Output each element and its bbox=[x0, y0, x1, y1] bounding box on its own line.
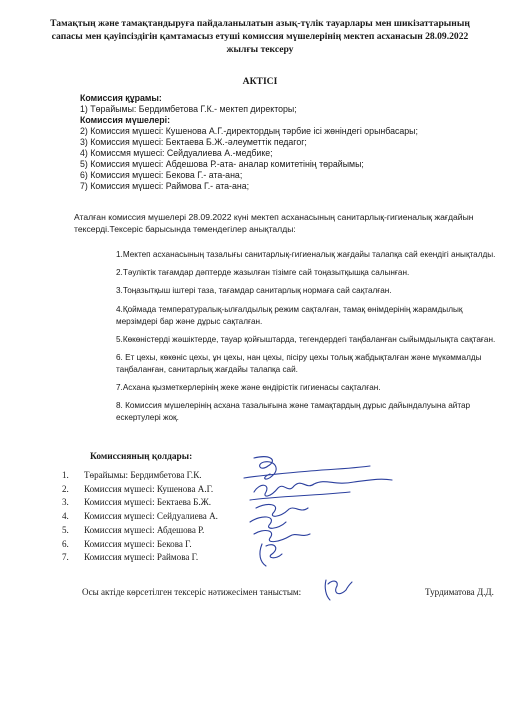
document-title: Тамақтың және тамақтандыруға пайдаланылатын азық-түлік тауарлары мен шикізаттарының сапасы мен қауіпсіздігін қамтамасыз етушi комиссия мүшелерiнiң мектеп асханасын 28.09.2022 жылғы тексеру bbox=[50, 18, 470, 55]
composition-heading: Комиссия құрамы: bbox=[80, 93, 162, 103]
signature-row: 2. Комиссия мүшесі: Кушенова А.Г. bbox=[62, 483, 214, 494]
signatures-list bbox=[62, 469, 218, 565]
finding-item: 4.Қоймада температуралық-ылғалдылық режим сақталған, тамақ өнімдерінің жарамдылық мерзімдері бар және дұрыс сақталған. bbox=[116, 304, 463, 326]
member-line: 5) Комиссия мүшесі: Абдешова Р.-ата- аналар комитетінің төрайымы; bbox=[80, 159, 364, 169]
finding-item: 5.Көкөністерді жәшіктерде, тауар қойғыштарда, тегендердегі таңбаланған сыйымдылықта сақтаған. bbox=[116, 334, 496, 344]
signature-row: 3. Комиссия мүшесі: Бектаева Б.Ж. bbox=[62, 497, 212, 508]
acknowledgement-line bbox=[82, 587, 502, 597]
member-line: 6) Комиссия мүшесі: Бекова Г.- ата-ана; bbox=[80, 170, 243, 180]
acknowledgement-signature bbox=[316, 576, 356, 606]
member-line: 2) Комиссия мүшесі: Кушенова А.Г.-директордың тәрбие ісі жөніндегі орынбасары; bbox=[80, 126, 418, 136]
handwritten-signatures bbox=[230, 452, 450, 572]
signature-row: 1. Төрайымы: Бердимбетова Г.К. bbox=[62, 470, 202, 480]
chair-line: 1) Төрайымы: Бердимбетова Г.К.- мектеп директоры; bbox=[80, 104, 297, 114]
members-heading: Комиссия мүшелері: bbox=[80, 115, 171, 125]
member-line: 3) Комиссия мүшесі: Бектаева Б.Ж.-әлеуметтік педагог; bbox=[80, 137, 307, 147]
signature-row: 5. Комиссия мүшесі: Абдешова Р. bbox=[62, 524, 205, 535]
signature-row: 6. Комиссия мүшесі: Бекова Г. bbox=[62, 538, 192, 549]
acknowledgement-text: Осы актіде көрсетілген тексеріс нәтижесімен таныстым: bbox=[82, 587, 302, 597]
signature-row: 4. Комиссия мүшесі: Сейдуалиева А. bbox=[62, 511, 218, 522]
member-line: 7) Комиссия мүшесі: Раймова Г.- ата-ана; bbox=[80, 181, 250, 191]
intro-paragraph: Аталған комиссия мүшелері 28.09.2022 күні мектеп асханасының санитарлық-гигиеналық жағдайын тексерді.Тексеріс барысында төмендегілер анықталды: bbox=[74, 212, 474, 234]
acknowledgement-name: Турдиматова Д.Д. bbox=[425, 587, 494, 597]
document-type-heading: АКТІСІ bbox=[242, 76, 278, 87]
findings-list bbox=[116, 249, 504, 430]
signature-row: 7. Комиссия мүшесі: Раймова Г. bbox=[62, 552, 199, 563]
member-line: 4) Комиссмя мүшесі: Сейдуалиева А.-медбике; bbox=[80, 148, 273, 158]
finding-item: 7.Асхана қызметкерлерінің жеке және өндірістік гигиенасы сақталған. bbox=[116, 383, 381, 393]
finding-item: 8. Комиссия мүшелерінің асхана тазалығына және тамақтардың дұрыс дайындалуына айтар ескертулері жоқ. bbox=[116, 401, 471, 423]
finding-item: 3.Тоңазытқыш іштері таза, тағамдар санитарлық нормаға сай сақталған. bbox=[116, 286, 392, 296]
finding-item: 6. Ет цехы, көкөніс цехы, ұн цехы, нан цехы, пісіру цехы толық жабдықталған және мүкәммалды таңбаланған, санитарлық жағдайы талапқа сай. bbox=[116, 352, 482, 374]
signatures-heading: Комиссияның қолдары: bbox=[90, 452, 193, 462]
finding-item: 2.Тәуліктік тағамдар дәптерде жазылған тізімге сай тоңазытқышқа салынған. bbox=[116, 268, 410, 278]
finding-item: 1.Мектеп асханасының тазалығы санитарлық-гигиеналық жағдайы талапқа сай екендігі анықталды. bbox=[116, 250, 496, 259]
